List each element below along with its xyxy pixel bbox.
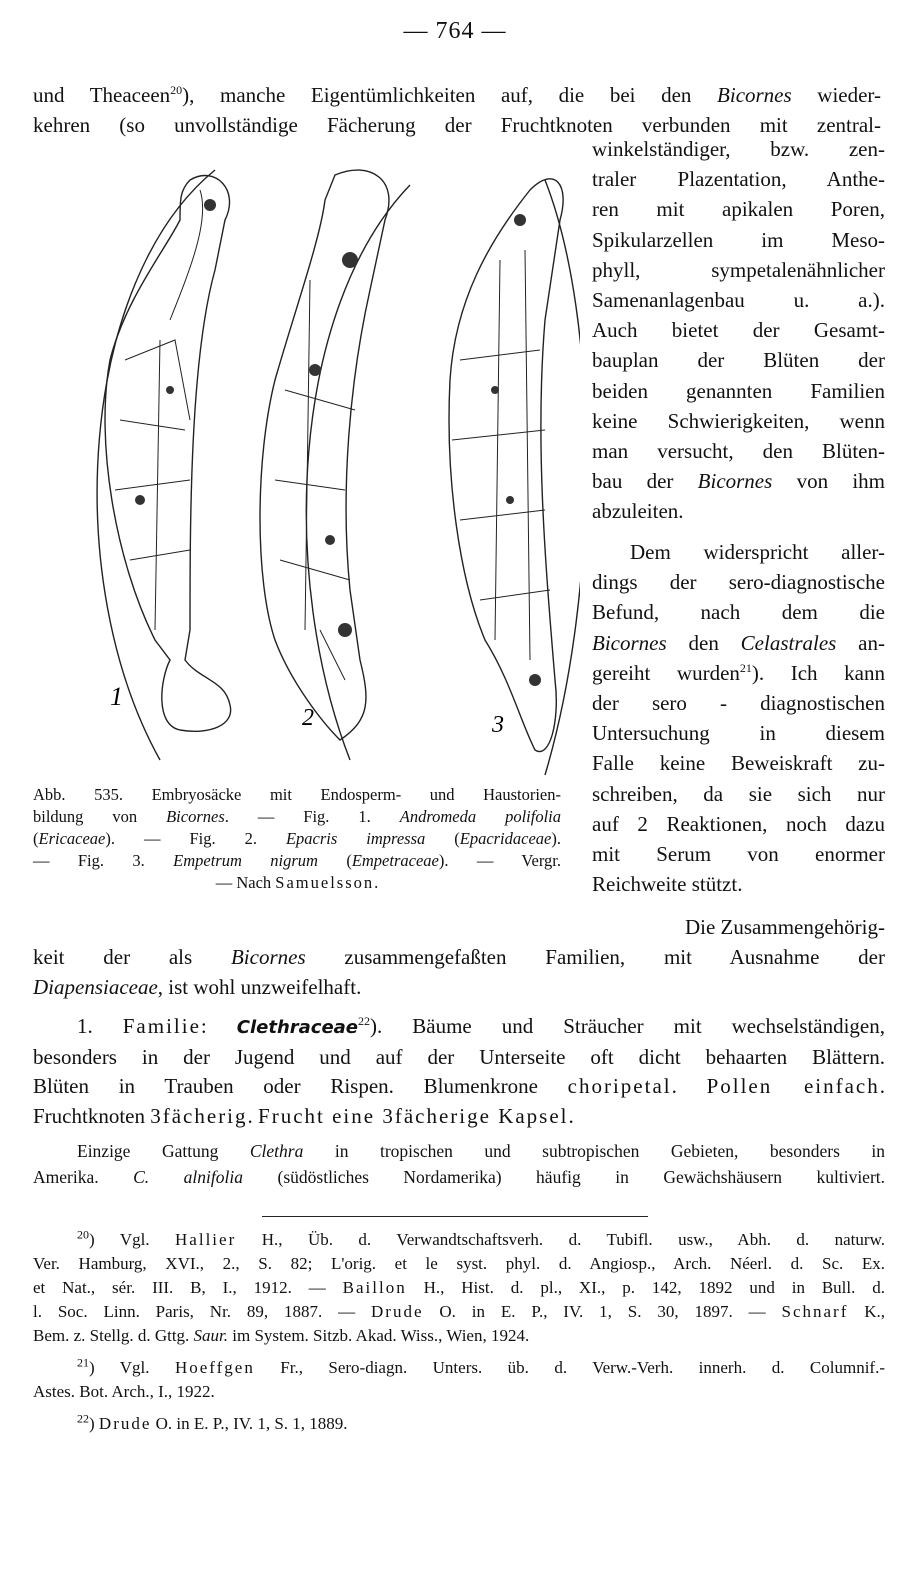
text-span: . [374,873,379,892]
text-line [33,1252,885,1276]
text-span: von ihm [772,469,885,494]
footnote [33,1228,885,1348]
text-span: Schnarf [781,1302,849,1321]
text-span: zusammengefaßten Familien, mit Ausnahme der [305,945,885,969]
text-span: ). Bäume und Sträucher mit wechselständigen, [370,1014,886,1038]
text-span: Samuelsson [275,873,375,892]
text-span: C. alnifolia [133,1167,243,1187]
text-line [592,869,885,899]
text-span: 22 [77,1411,89,1426]
text-span: auf 2 Reaktionen, noch dazu [592,811,885,836]
text-line [33,80,881,110]
text-line [33,1012,885,1043]
text-line [592,225,885,255]
text-line [33,1276,885,1300]
text-span: 22 [358,1014,371,1028]
fig2-outline [306,185,410,760]
text-span: . [671,1074,707,1098]
text-span: ( [317,851,352,870]
figure-embryo-sacs [40,160,580,780]
text-line [33,872,561,894]
text-span: ) Vgl. [89,1230,176,1249]
text-line [592,255,885,285]
text-line [592,567,885,597]
text-span: O. in E. P., IV. 1, S. 30, 1897. — [423,1302,782,1321]
text-line [592,315,885,345]
text-line [33,1324,885,1348]
text-span: : [200,1014,237,1038]
text-span: . [879,1074,885,1098]
text-span: Epacridaceae [459,829,552,848]
text-span: 21 [77,1355,89,1370]
fig-label-2: 2 [302,705,314,731]
text-span: in tropischen und subtropischen Gebieten, besonders in [303,1141,886,1161]
text-span: Spikularzellen im Meso- [592,227,885,252]
text-span: dings der sero-diagnostische [592,570,885,595]
text-line [592,134,885,164]
text-line [33,1102,885,1132]
fig2-sac [260,170,389,740]
text-line [592,809,885,839]
text-span: schreiben, da sie sich nur [592,781,885,806]
text-line [33,784,561,806]
text-line [592,658,885,688]
text-span: phyll, sympetalenähnlicher [592,257,885,282]
text-span: ren mit apikalen Poren, [592,197,885,222]
text-line [592,748,885,778]
text-span: Fruchtknoten [33,1103,151,1128]
text-span: Clethraceae [236,1017,359,1038]
text-span: Befund, nach dem die [592,600,885,625]
text-span: Astes. Bot. Arch., I., 1922. [33,1382,215,1401]
text-span: . [247,1103,259,1128]
text-line [33,1164,885,1190]
text-span: Bicornes [230,945,306,969]
text-span: K., [848,1302,886,1321]
text-line [592,194,885,224]
text-line [592,285,885,315]
text-line [592,779,885,809]
text-line [592,628,885,658]
text-line [592,466,885,496]
text-span: Andromeda polifolia [399,807,561,826]
text-span: Familie [122,1014,201,1038]
text-line [592,376,885,406]
text-line [33,1043,885,1073]
footnotes [33,1228,885,1444]
text-span: winkelständiger, bzw. zen- [592,137,885,161]
text-span: Auch bietet der Gesamt- [592,318,885,343]
text-span: ), manche Eigentümlichkeiten auf, die bei den [182,83,718,107]
text-span: H., Hist. d. pl., XI., p. 142, 1892 und in Bull. d. [406,1278,885,1297]
text-span: ). [551,829,561,848]
fig3-sac [449,179,563,752]
text-span: ) [89,1414,99,1433]
text-line [592,597,885,627]
text-line [33,1412,885,1436]
text-line [592,496,885,526]
text-span: ( [425,829,460,848]
text-span: bildung von [33,807,167,826]
text-span: Baillon [342,1278,407,1297]
text-span: . [568,1103,574,1128]
text-span: — Nach [215,873,276,892]
text-span: 3fächerig [150,1103,248,1128]
text-span: Pollen einfach [706,1074,880,1098]
text-span: choripetal [567,1074,672,1098]
text-span: keit der als [33,945,231,969]
figure-illustration [40,160,580,780]
text-span: Blüten in Trauben oder Rispen. Blumenkrone [33,1074,568,1098]
text-span: Bicornes [166,807,225,826]
text-line [33,972,885,1002]
text-span: ). Ich kann [751,660,885,685]
text-span: l. Soc. Linn. Paris, Nr. 89, 1887. — [33,1302,372,1321]
text-line [33,828,561,850]
text-span: Abb. 535. Embryosäcke mit Endosperm- und Haustorien- [33,785,561,804]
text-span: im System. Sitzb. Akad. Wiss., Wien, 1924. [228,1326,530,1345]
text-span: wieder- [791,83,881,107]
footnote [33,1412,885,1436]
text-span: et Nat., sér. III. B, I., 1912. — [33,1278,343,1297]
text-span: Clethra [249,1141,304,1161]
text-span: Bicornes [697,469,773,494]
family-description [33,1012,885,1131]
text-span: Die Zusammengehörig- [684,915,885,939]
text-span: bau der [592,469,698,494]
text-span: Reichweite stützt. [592,872,743,897]
text-span: 1. [77,1014,123,1038]
text-span: mit Serum von enormer [592,842,885,867]
text-span: Ver. Hamburg, XVI., 2., S. 82; L'orig. et le syst. phyl. d. Angiosp., Arch. Néerl. d. Sc. Ex. [33,1254,885,1273]
text-span: Drude [371,1302,424,1321]
fig1-sac [105,176,231,732]
text-span: besonders in der Jugend und auf der Unterseite oft dicht behaarten Blättern. [33,1044,885,1069]
text-span: H., Üb. d. Verwandtschaftsverh. d. Tubifl. usw., Abh. d. naturw. [236,1230,885,1249]
genus-note [33,1138,885,1190]
page-number: — 764 — [403,18,507,44]
text-line [592,839,885,869]
text-span: Empetrum nigrum [173,851,318,870]
text-line [33,806,561,828]
text-span: Bicornes [592,630,667,655]
fig-label-3: 3 [492,712,504,738]
fig3-outline [545,180,580,775]
text-span: Drude [98,1414,152,1433]
text-span: Samenanlagenbau u. a.). [592,288,885,313]
text-line [33,1300,885,1324]
text-span: ). — Fig. 2. [105,829,286,848]
text-span: 20 [170,83,183,97]
text-span: 21 [739,660,752,675]
text-span: an- [836,630,885,655]
text-span: traler Plazentation, Anthe- [592,167,885,192]
text-span: Amerika. [33,1167,134,1187]
text-span: Bicornes [717,83,792,107]
fig-label-1: 1 [110,682,123,711]
text-span: Falle keine Beweiskraft zu- [592,751,885,776]
figure-caption [33,784,561,894]
text-span: kehren (so unvollständige Fächerung der Fruchtknoten verbunden mit zentral- [33,113,881,137]
text-span: den [666,630,741,655]
text-line [592,406,885,436]
text-span: Ericaceae [38,829,106,848]
text-span: ( [33,829,39,848]
text-span: — Fig. 3. [33,851,174,870]
text-span: Frucht eine 3fächerige Kapsel [258,1103,569,1128]
text-span: der sero - diagnostischen [592,691,885,716]
text-span: Bem. z. Stellg. d. Gttg. [33,1326,194,1345]
body-text-top [33,80,881,140]
text-line [33,1380,885,1404]
text-span: man versucht, den Blüten- [592,439,885,464]
text-span: Epacris impressa [285,829,426,848]
text-span: Celastrales [740,630,837,655]
text-span: Saur. [193,1326,229,1345]
text-span: keine Schwierigkeiten, wenn [592,408,885,433]
text-line [592,436,885,466]
text-line [33,1228,885,1252]
text-span: , ist wohl unzweifelhaft. [157,975,362,999]
text-span: Untersuchung in diesem [592,721,885,746]
text-span: Fr., Sero-diagn. Unters. üb. d. Verw.-Verh. innerh. d. Columnif.- [254,1358,886,1377]
text-line [33,942,885,972]
text-span: ) Vgl. [89,1358,175,1377]
text-span: ). — Vergr. [438,851,561,870]
text-line [33,1072,885,1102]
text-span: Dem widerspricht aller- [630,540,885,564]
text-line [33,1356,885,1380]
text-span: beiden genannten Familien [592,378,885,403]
text-line [592,164,885,194]
footnote [33,1356,885,1404]
right-column-text-continued [592,537,885,899]
text-span: bauplan der Blüten der [592,348,885,373]
body-text-bottom [33,912,885,1002]
text-span: Einzige Gattung [77,1141,250,1161]
text-line [33,850,561,872]
right-column-text [592,134,885,527]
text-span: O. in E. P., IV. 1, S. 1, 1889. [151,1414,348,1433]
text-line [592,537,885,567]
text-span: und Theaceen [33,83,171,107]
footnote-rule [262,1216,648,1217]
text-span: Hallier [175,1230,237,1249]
text-span: (südöstliches Nordamerika) häufig in Gewächshäusern kultiviert. [243,1167,886,1187]
text-span: 20 [77,1227,89,1242]
text-line [33,1138,885,1164]
text-span: . — Fig. 1. [224,807,400,826]
text-line [592,718,885,748]
text-span: Diapensiaceae [33,975,158,999]
text-span: Hoeffgen [174,1358,255,1377]
text-line [592,345,885,375]
text-line [592,688,885,718]
text-span: gereiht wurden [592,660,740,685]
text-line [33,912,885,942]
text-span: abzuleiten. [592,499,684,524]
text-span: Empetraceae [351,851,439,870]
